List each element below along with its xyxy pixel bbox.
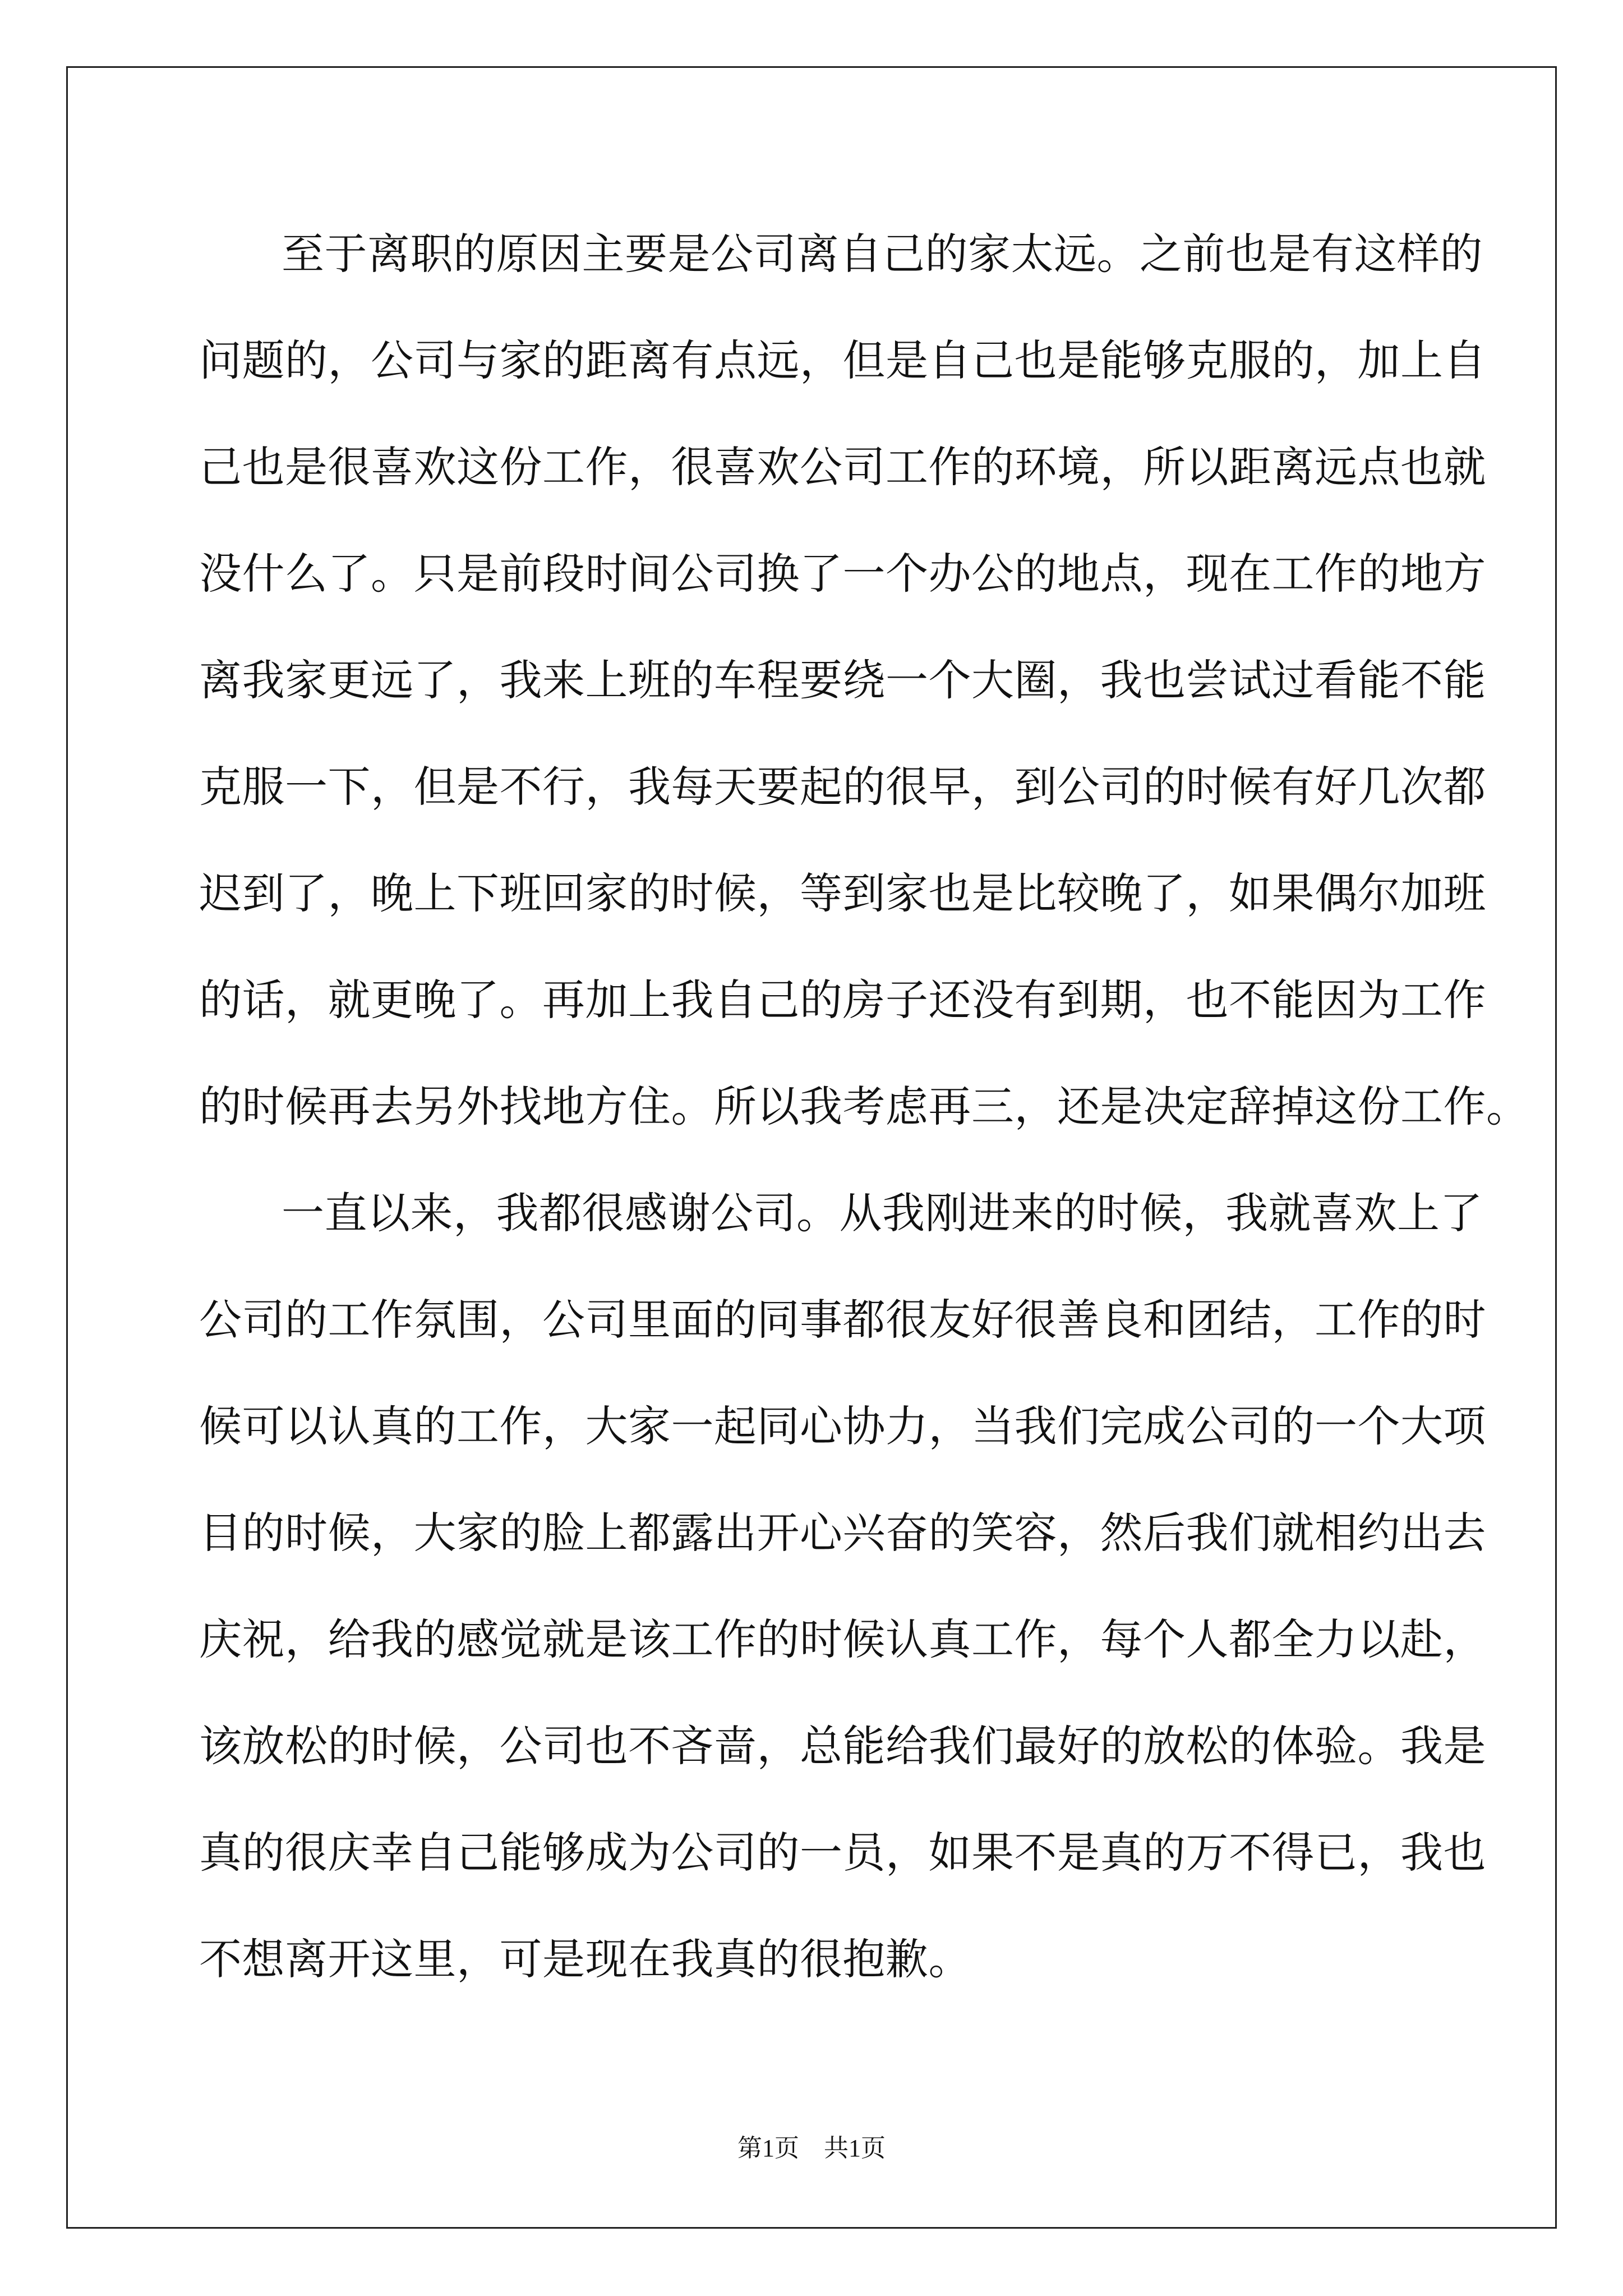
text-line: 不想离开这里，可是现在我真的很抱歉。: [199, 1934, 971, 1984]
text-line: 没什么了。只是前段时间公司换了一个办公的地点，现在工作的地方: [199, 549, 1486, 599]
text-line: 的时候再去另外找地方住。所以我考虑再三，还是决定辞掉这份工作。: [199, 1082, 1529, 1131]
text-line: 离我家更远了，我来上班的车程要绕一个大圈，我也尝试过看能不能: [199, 655, 1486, 705]
page-footer: [0, 2132, 1623, 2165]
text-line: 问题的，公司与家的距离有点远，但是自己也是能够克服的，加上自: [199, 335, 1486, 385]
paragraph-1: [199, 201, 1529, 1160]
text-line: 候可以认真的工作，大家一起同心协力，当我们完成公司的一个大项: [199, 1401, 1486, 1451]
text-line: 该放松的时候，公司也不吝啬，总能给我们最好的放松的体验。我是: [199, 1721, 1486, 1771]
text-line: 至于离职的原因主要是公司离自己的家太远。之前也是有这样的: [282, 229, 1483, 279]
text-line: 一直以来，我都很感谢公司。从我刚进来的时候，我就喜欢上了: [282, 1188, 1483, 1238]
text-line: 克服一下，但是不行，我每天要起的很早，到公司的时候有好几次都: [199, 762, 1486, 812]
page-number: 第1页: [737, 2134, 799, 2162]
document-body: [199, 201, 1529, 2013]
text-line: 迟到了，晚上下班回家的时候，等到家也是比较晚了，如果偶尔加班: [199, 868, 1486, 918]
text-line: 己也是很喜欢这份工作，很喜欢公司工作的环境，所以距离远点也就: [199, 442, 1486, 492]
text-line: 目的时候，大家的脸上都露出开心兴奋的笑容，然后我们就相约出去: [199, 1508, 1486, 1558]
text-line: 庆祝，给我的感觉就是该工作的时候认真工作，每个人都全力以赴，: [199, 1614, 1486, 1664]
text-line: 公司的工作氛围，公司里面的同事都很友好很善良和团结，工作的时: [199, 1295, 1486, 1345]
text-line: 真的很庆幸自己能够成为公司的一员，如果不是真的万不得已，我也: [199, 1828, 1486, 1878]
paragraph-2: [199, 1160, 1486, 2013]
page-total: 共1页: [824, 2134, 886, 2162]
text-line: 的话，就更晚了。再加上我自己的房子还没有到期，也不能因为工作: [199, 975, 1486, 1025]
